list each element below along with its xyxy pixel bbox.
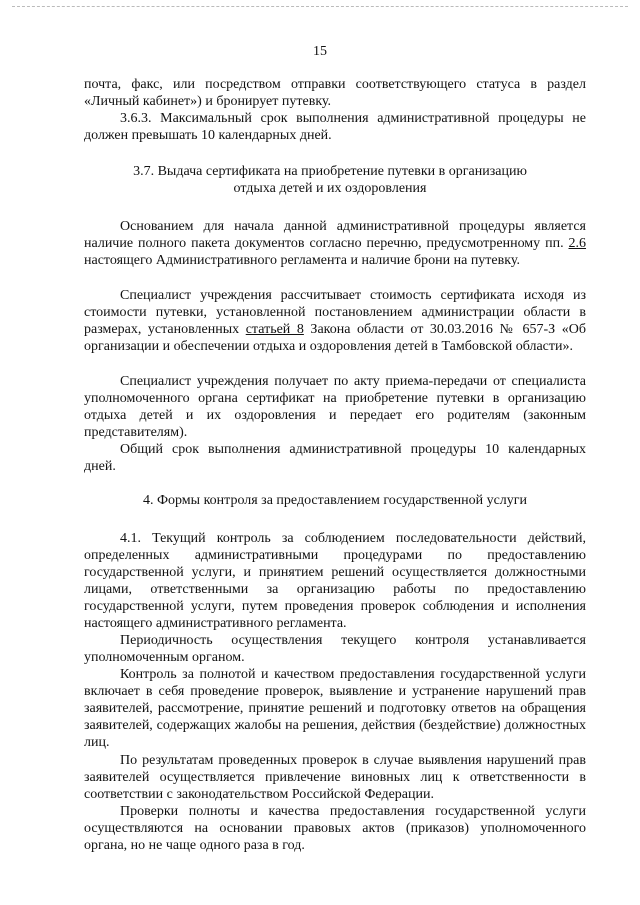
paragraph-4-1: 4.1. Текущий контроль за соблюдением последовательности действий, определенных административными процедурами по предоставлению государственной услуги, и принятием решений осуществляется должностными лицами, ответственными за организацию работы по предоставлению государственной услуги, путем проведения проверок соблюдения и исполнения настоящего административного регламента. [84, 531, 586, 631]
scan-edge-artifact [12, 6, 628, 7]
paragraph-total-term: Общий срок выполнения административной процедуры 10 календарных дней. [84, 442, 586, 474]
paragraph-3-6-3: 3.6.3. Максимальный срок выполнения административной процедуры не должен превышать 10 календарных дней. [84, 111, 586, 143]
paragraph-basis: Основанием для начала данной административной процедуры является наличие полного пакета документов согласно перечню, предусмотренному пп. 2.6 настоящего Административного регламента и наличие брони на путевку. [84, 219, 587, 268]
reference-link: 2.6 [568, 236, 587, 251]
paragraph-checks: Проверки полноты и качества предоставления государственной услуги осуществляются на основании правовых актов (приказов) уполномоченного органа, но не чаще одного раза в год. [84, 804, 586, 853]
paragraph-results: По результатам проведенных проверок в случае выявления нарушений прав заявителей осуществляется привлечение виновных лиц к ответственности в соответствии с законодательством Российской Федерации. [84, 753, 586, 802]
page-number: 15 [313, 44, 327, 59]
reference-link: статьей 8 [245, 322, 304, 337]
paragraph-control: Контроль за полнотой и качеством предоставления государственной услуги включает в себя проведение проверок, выявление и устранение нарушений прав заявителей, рассмотрение, принятие решений и подготовку ответов на обращения заявителей, содержащих жалобы на решения, действия (бездействие) должностных лиц. [84, 667, 586, 750]
paragraph-specialist-receive: Специалист учреждения получает по акту приема-передачи от специалиста уполномоченного органа сертификат на приобретение путевки в организацию отдыха детей и их оздоровления и передает его родителям (законным представителям). [84, 374, 586, 440]
paragraph-periodicity: Периодичность осуществления текущего контроля устанавливается уполномоченным органом. [84, 633, 586, 665]
section-heading-4: 4. Формы контроля за предоставлением государственной услуги [142, 493, 528, 508]
paragraph-continuation: почта, факс, или посредством отправки соответствующего статуса в раздел «Личный кабинет») и бронирует путевку. [84, 77, 586, 109]
paragraph-specialist-calc: Специалист учреждения рассчитывает стоимость сертификата исходя из стоимости путевки, установленной постановлением администрации области в размерах, установленных статьей 8 Закона области от 30.03.2016 № 657-З «Об организации и обеспечении отдыха и оздоровления детей в Тамбовской области». [84, 288, 586, 354]
section-heading-3-7: 3.7. Выдача сертификата на приобретение путевки в организацию отдыха детей и их оздоровления [133, 164, 527, 196]
